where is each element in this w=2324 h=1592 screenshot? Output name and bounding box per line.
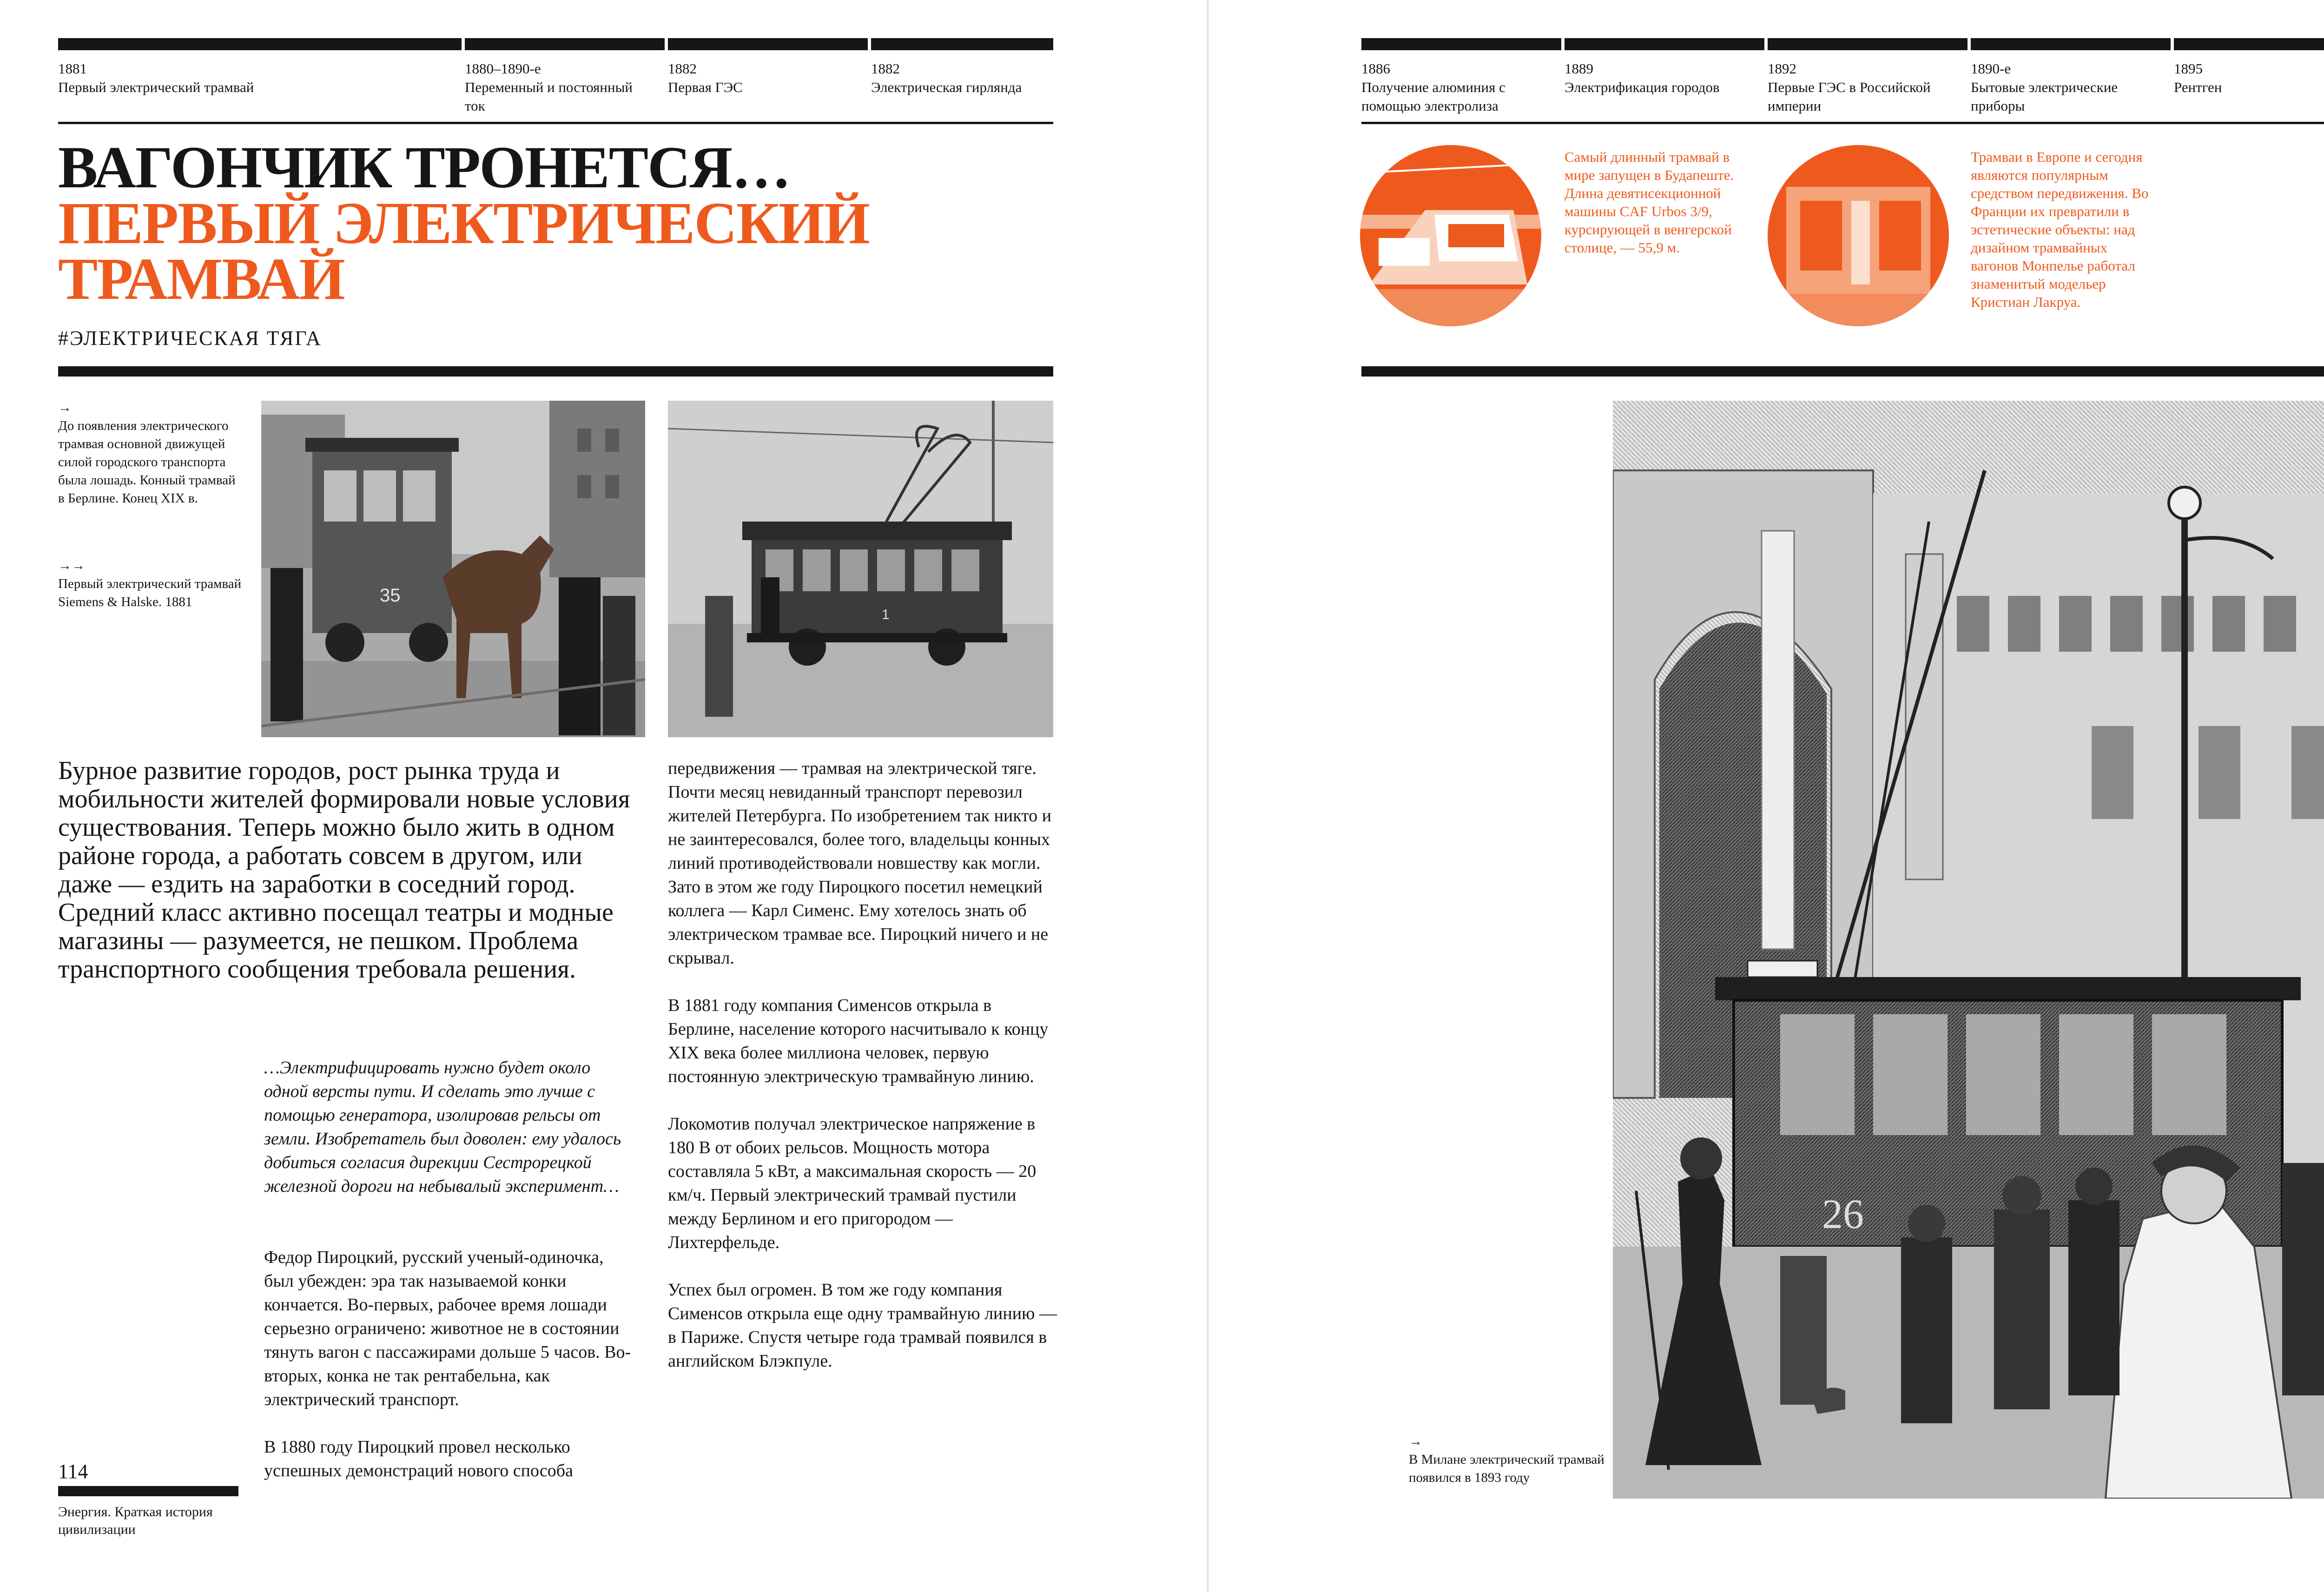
timeline-bar: [465, 38, 665, 50]
timeline-year: 1880–1890-е: [465, 60, 541, 77]
timeline-rule: [1361, 122, 2324, 124]
timeline-item: [465, 59, 651, 115]
timeline-label: Электрификация городов: [1565, 79, 1720, 95]
milan-car-number: 26: [1822, 1191, 1864, 1237]
timeline-item: [1971, 59, 2166, 115]
budapest-note: Самый длинный трамвай в мире запущен в Будапеште. Длина девятисекционной машины CAF Urbos 3/9, курсирующей в венгерской столице, — 55,9 м.: [1565, 149, 1734, 256]
timeline-label: Бытовые электрические приборы: [1971, 79, 2118, 114]
timeline-item: [1768, 59, 1944, 115]
hashtag: #ЭЛЕКТРИЧЕСКАЯ ТЯГА: [58, 327, 322, 350]
folio-bar: [58, 1486, 238, 1496]
caption-text: Первый электрический трамвай Siemens & Halske. 1881: [58, 576, 242, 609]
photo-caption: [58, 399, 244, 508]
timeline-year: 1892: [1768, 60, 1796, 77]
timeline-label: Переменный и постоянный ток: [465, 79, 633, 114]
milan-tram-engraving: [1613, 401, 2324, 1499]
arrow-icon: →→: [58, 558, 85, 573]
siemens-tram-photo: [668, 401, 1053, 737]
timeline-label: Первый электрический трамвай: [58, 79, 254, 95]
timeline-item: [1361, 59, 1552, 115]
europe-tram-circle: [1768, 145, 1949, 326]
timeline-item: [2174, 59, 2313, 97]
section-rule: [58, 366, 1053, 377]
title-line-accent: ТРАМВАЙ: [58, 246, 344, 312]
timeline-item: [58, 59, 258, 97]
timeline-label: Электрическая гирлянда: [871, 79, 1022, 95]
timeline-year: 1882: [871, 60, 900, 77]
body-column-2: [668, 757, 1058, 1397]
page-number: 114: [58, 1460, 88, 1483]
body-paragraph: Федор Пироцкий, русский ученый-одиночка, был убежден: эра так называемой конки кончается. Во-первых, рабочее время лошади серьезно ограничено: животное не в состоянии тянуть вагон с пассажирами дольше 5 часов. Во-вторых, конка не так рентабельна, как электрический транспорт.: [264, 1248, 631, 1409]
timeline-bar: [1971, 38, 2171, 50]
title-line-accent: ПЕРВЫЙ ЭЛЕКТРИЧЕСКИЙ: [58, 190, 869, 256]
timeline-year: 1890-е: [1971, 60, 2011, 77]
lead-paragraph: Бурное развитие городов, рост рынка труда и мобильности жителей формировали новые условия существования. Теперь можно было жить в одном районе города, а работать совсем в другом, или даже — ездить на заработки в соседний город. Средний класс активно посещал театры и модные магазины — разумеется, не пешком. Проблема транспортного сообщения требовала решения.: [58, 756, 630, 984]
body-paragraph: Локомотив получал электрическое напряжение в 180 В от обоих рельсов. Мощность мотора составляла 5 кВт, а максимальная скорость — 20 км/ч. Первый электрический трамвай пустили между Берлином и его пригородом — Лихтерфельде.: [668, 1114, 1037, 1252]
horse-tram-photo: [261, 401, 645, 737]
timeline-item: [668, 59, 868, 97]
caption-text: В Милане электрический трамвай появился в 1893 году: [1409, 1452, 1604, 1485]
timeline-bar: [1361, 38, 1561, 50]
timeline-year: 1895: [2174, 60, 2203, 77]
body-paragraph: В 1880 году Пироцкий провел несколько успешных демонстраций нового способа: [264, 1437, 573, 1480]
tram-car-number: 1: [882, 607, 890, 622]
timeline-label: Первые ГЭС в Российской империи: [1768, 79, 1931, 114]
timeline-bar: [1768, 38, 1967, 50]
timeline-item: [1565, 59, 1764, 97]
europe-note: Трамваи в Европе и сегодня являются популярным средством передвижения. Во Франции их превратили в эстетические объекты: над дизайном трамвайных вагонов Монпелье работал знаменитый модельер Кристиан Лакруа.: [1971, 149, 2149, 310]
timeline-year: 1889: [1565, 60, 1593, 77]
book-title: Энергия. Краткая история цивилизации: [58, 1504, 213, 1537]
page-title: [58, 134, 1081, 312]
arrow-icon: →: [1409, 1434, 1422, 1449]
timeline-year: 1886: [1361, 60, 1390, 77]
timeline-bar: [58, 38, 462, 50]
arrow-icon: →: [58, 400, 72, 415]
pull-quote: …Электрифицировать нужно будет около одной версты пути. И сделать это лучше с помощью генератора, изолировав рельсы от земли. Изобретатель был доволен: ему удалось добиться согласия дирекции Сестрорецкой железной дороги на небывалый эксперимент…: [264, 1058, 621, 1196]
body-column-1: [264, 1246, 636, 1506]
timeline-label: Рентген: [2174, 79, 2222, 95]
timeline-label: Получение алюминия с помощью электролиза: [1361, 79, 1505, 114]
tram-number: 35: [380, 585, 401, 606]
milan-caption: [1409, 1433, 1613, 1487]
timeline-year: 1881: [58, 60, 87, 77]
timeline-bar: [668, 38, 868, 50]
timeline-label: Первая ГЭС: [668, 79, 743, 95]
photo-caption: [58, 557, 253, 611]
timeline-year: 1882: [668, 60, 697, 77]
timeline-bar: [1565, 38, 1764, 50]
body-paragraph: В 1881 году компания Сименсов открыла в Берлине, население которого насчитывало к концу XIX века более миллиона человек, первую постоянную электрическую трамвайную линию.: [668, 996, 1049, 1086]
timeline-rule: [58, 122, 1053, 124]
body-paragraph: Успех был огромен. В том же году компания Сименсов открыла еще одну трамвайную линию — в Париже. Спустя четыре года трамвай появился в английском Блэкпуле.: [668, 1280, 1057, 1371]
title-line: ВАГОНЧИК ТРОНЕТСЯ…: [58, 134, 790, 200]
timeline-bar: [871, 38, 1053, 50]
caption-text: До появления электрического трамвая основной движущей силой городского транспорта была лошадь. Конный трамвай в Берлине. Конец XIX в.: [58, 418, 236, 506]
body-paragraph: передвижения — трамвая на электрической тяге. Почти месяц невиданный транспорт перевозил жителей Петербурга. По изобретением так никто и не заинтересовался, более того, владельцы конных линий противодействовали новшеству как могли. Зато в этом же году Пироцкого посетил немецкий коллега — Карл Сименс. Ему хотелось знать об электрическом трамвае все. Пироцкий ничего и не скрывал.: [668, 759, 1052, 968]
timeline-bar: [2174, 38, 2324, 50]
section-rule: [1361, 366, 2324, 377]
timeline-item: [871, 59, 1057, 97]
budapest-tram-circle: [1360, 145, 1541, 326]
